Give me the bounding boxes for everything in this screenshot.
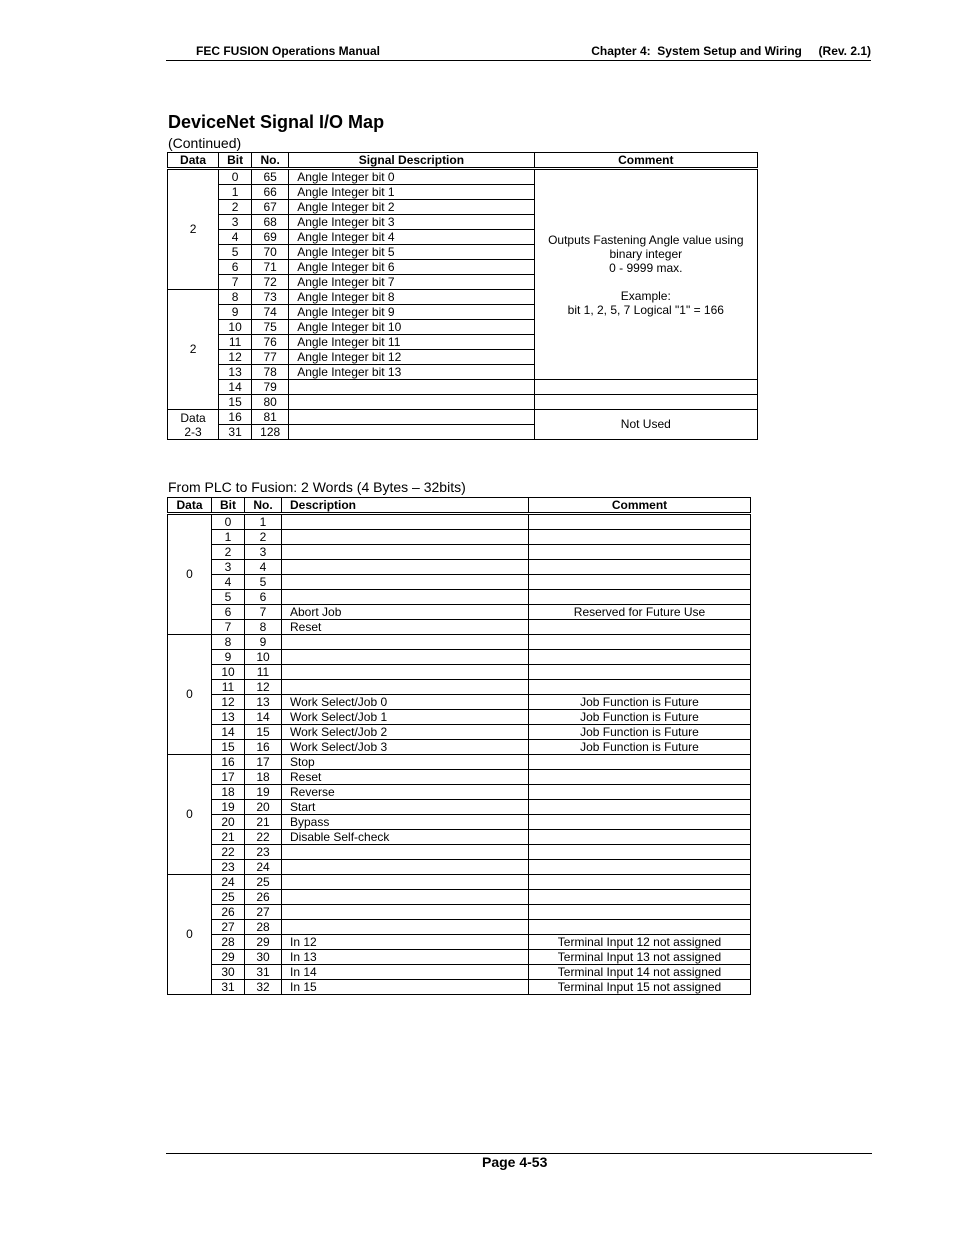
bit-cell: 2 <box>219 200 252 215</box>
comment-cell <box>529 755 751 770</box>
desc-cell: Angle Integer bit 12 <box>289 350 534 365</box>
no-cell: 69 <box>252 230 289 245</box>
comment-cell <box>529 545 751 560</box>
desc-cell <box>282 650 529 665</box>
bit-cell: 7 <box>219 275 252 290</box>
bit-cell: 16 <box>212 755 245 770</box>
no-cell: 71 <box>252 260 289 275</box>
no-cell: 25 <box>245 875 282 890</box>
bit-cell: 3 <box>219 215 252 230</box>
table-row <box>168 620 751 635</box>
comment-cell <box>529 635 751 650</box>
bit-cell: 27 <box>212 920 245 935</box>
bit-cell: 9 <box>219 305 252 320</box>
comment-cell: Job Function is Future <box>529 740 751 755</box>
comment-cell <box>529 875 751 890</box>
bit-cell: 13 <box>219 365 252 380</box>
table-row <box>168 650 751 665</box>
table-row <box>168 830 751 845</box>
signal-map-table-2 <box>167 497 751 995</box>
desc-cell <box>282 575 529 590</box>
col-no-header: No. <box>245 498 282 514</box>
desc-cell: Angle Integer bit 9 <box>289 305 534 320</box>
no-cell: 21 <box>245 815 282 830</box>
bit-cell: 15 <box>212 740 245 755</box>
desc-cell <box>282 905 529 920</box>
comment-cell <box>529 575 751 590</box>
table-row <box>168 980 751 995</box>
table-row <box>168 695 751 710</box>
table-row <box>168 710 751 725</box>
table-row <box>168 590 751 605</box>
col-desc-header: Description <box>282 498 529 514</box>
table-row <box>168 755 751 770</box>
desc-cell <box>282 665 529 680</box>
bit-cell: 21 <box>212 830 245 845</box>
table-row <box>168 785 751 800</box>
comment-cell: Job Function is Future <box>529 710 751 725</box>
comment-line <box>535 275 757 289</box>
angle-comment-cell <box>534 169 757 380</box>
table-row <box>168 665 751 680</box>
comment-cell <box>529 665 751 680</box>
table-row <box>168 875 751 890</box>
no-cell: 14 <box>245 710 282 725</box>
table-row <box>168 605 751 620</box>
table-row <box>168 380 758 395</box>
no-cell: 1 <box>245 514 282 530</box>
comment-cell <box>529 920 751 935</box>
no-cell: 6 <box>245 590 282 605</box>
table-row <box>168 560 751 575</box>
comment-cell <box>529 860 751 875</box>
table-row <box>168 770 751 785</box>
bit-cell: 0 <box>212 514 245 530</box>
desc-cell <box>282 514 529 530</box>
table-row <box>168 935 751 950</box>
desc-cell: Disable Self-check <box>282 830 529 845</box>
bit-cell: 2 <box>212 545 245 560</box>
no-cell: 66 <box>252 185 289 200</box>
table-row <box>168 514 751 530</box>
desc-cell <box>289 395 534 410</box>
table-row <box>168 860 751 875</box>
comment-cell <box>529 560 751 575</box>
desc-cell <box>289 425 534 440</box>
bit-cell: 10 <box>212 665 245 680</box>
comment-cell <box>529 815 751 830</box>
comment-cell: Terminal Input 14 not assigned <box>529 965 751 980</box>
desc-cell <box>289 380 534 395</box>
no-cell: 2 <box>245 530 282 545</box>
bit-cell: 22 <box>212 845 245 860</box>
bit-cell: 4 <box>212 575 245 590</box>
table-row <box>168 169 758 185</box>
bit-cell: 12 <box>219 350 252 365</box>
no-cell: 30 <box>245 950 282 965</box>
no-cell: 5 <box>245 575 282 590</box>
comment-cell <box>529 890 751 905</box>
comment-cell: Job Function is Future <box>529 725 751 740</box>
no-cell: 4 <box>245 560 282 575</box>
comment-cell: Terminal Input 13 not assigned <box>529 950 751 965</box>
col-bit-header: Bit <box>212 498 245 514</box>
no-cell: 18 <box>245 770 282 785</box>
desc-cell: Angle Integer bit 8 <box>289 290 534 305</box>
desc-cell: Stop <box>282 755 529 770</box>
bit-cell: 1 <box>219 185 252 200</box>
table-row <box>168 725 751 740</box>
no-cell: 29 <box>245 935 282 950</box>
no-cell: 15 <box>245 725 282 740</box>
table-row <box>168 815 751 830</box>
no-cell: 79 <box>252 380 289 395</box>
bit-cell: 18 <box>212 785 245 800</box>
bit-cell: 6 <box>219 260 252 275</box>
desc-cell <box>289 410 534 425</box>
no-cell: 65 <box>252 169 289 185</box>
no-cell: 20 <box>245 800 282 815</box>
desc-cell: Work Select/Job 3 <box>282 740 529 755</box>
bit-cell: 8 <box>212 635 245 650</box>
no-cell: 7 <box>245 605 282 620</box>
data-group-cell: 2 <box>168 169 219 290</box>
desc-cell: Angle Integer bit 6 <box>289 260 534 275</box>
comment-cell <box>529 530 751 545</box>
bit-cell: 28 <box>212 935 245 950</box>
desc-cell: Angle Integer bit 5 <box>289 245 534 260</box>
comment-cell <box>529 785 751 800</box>
col-comment-header: Comment <box>534 153 757 169</box>
table-row <box>168 575 751 590</box>
no-cell: 13 <box>245 695 282 710</box>
page-header <box>166 44 871 61</box>
desc-cell <box>282 530 529 545</box>
bit-cell: 8 <box>219 290 252 305</box>
col-bit-header: Bit <box>219 153 252 169</box>
bit-cell: 31 <box>212 980 245 995</box>
no-cell: 10 <box>245 650 282 665</box>
comment-cell <box>529 590 751 605</box>
desc-cell <box>282 590 529 605</box>
comment-cell <box>529 905 751 920</box>
data-group-label: 2-3 <box>184 424 202 439</box>
desc-cell: Bypass <box>282 815 529 830</box>
bit-cell: 10 <box>219 320 252 335</box>
no-cell: 67 <box>252 200 289 215</box>
no-cell: 8 <box>245 620 282 635</box>
no-cell: 28 <box>245 920 282 935</box>
bit-cell: 0 <box>219 169 252 185</box>
data-group-cell: 0 <box>168 635 212 755</box>
desc-cell: Angle Integer bit 3 <box>289 215 534 230</box>
desc-cell: In 13 <box>282 950 529 965</box>
no-cell: 27 <box>245 905 282 920</box>
continued-label: (Continued) <box>168 135 242 151</box>
desc-cell: Work Select/Job 2 <box>282 725 529 740</box>
desc-cell: Reverse <box>282 785 529 800</box>
data-group-cell: 0 <box>168 755 212 875</box>
no-cell: 12 <box>245 680 282 695</box>
bit-cell: 16 <box>219 410 252 425</box>
bit-cell: 11 <box>212 680 245 695</box>
chapter-title: Chapter 4: System Setup and Wiring (Rev. 2.1) <box>591 44 871 58</box>
desc-cell <box>282 545 529 560</box>
desc-cell: Angle Integer bit 7 <box>289 275 534 290</box>
bit-cell: 17 <box>212 770 245 785</box>
comment-line: 0 - 9999 max. <box>609 260 683 275</box>
no-cell: 26 <box>245 890 282 905</box>
desc-cell <box>282 845 529 860</box>
bit-cell: 25 <box>212 890 245 905</box>
bit-cell: 26 <box>212 905 245 920</box>
bit-cell: 11 <box>219 335 252 350</box>
data-group-cell <box>168 410 219 440</box>
desc-cell: Reset <box>282 620 529 635</box>
table-row <box>168 530 751 545</box>
comment-line: Outputs Fastening Angle value using <box>548 232 744 247</box>
comment-cell <box>534 380 757 395</box>
desc-cell: Angle Integer bit 4 <box>289 230 534 245</box>
desc-cell: Angle Integer bit 1 <box>289 185 534 200</box>
desc-cell: Work Select/Job 1 <box>282 710 529 725</box>
not-used-cell: Not Used <box>534 410 757 440</box>
table-row <box>168 800 751 815</box>
table-row <box>168 890 751 905</box>
bit-cell: 6 <box>212 605 245 620</box>
no-cell: 19 <box>245 785 282 800</box>
col-comment-header: Comment <box>529 498 751 514</box>
bit-cell: 24 <box>212 875 245 890</box>
bit-cell: 15 <box>219 395 252 410</box>
no-cell: 11 <box>245 665 282 680</box>
no-cell: 22 <box>245 830 282 845</box>
no-cell: 80 <box>252 395 289 410</box>
comment-cell <box>529 650 751 665</box>
comment-line: binary integer <box>609 246 683 261</box>
no-cell: 77 <box>252 350 289 365</box>
desc-cell <box>282 890 529 905</box>
comment-cell <box>534 395 757 410</box>
bit-cell: 5 <box>212 590 245 605</box>
bit-cell: 13 <box>212 710 245 725</box>
comment-cell <box>529 514 751 530</box>
col-no-header: No. <box>252 153 289 169</box>
no-cell: 73 <box>252 290 289 305</box>
table-row <box>168 740 751 755</box>
table-row <box>168 965 751 980</box>
no-cell: 3 <box>245 545 282 560</box>
comment-cell: Terminal Input 15 not assigned <box>529 980 751 995</box>
table-row <box>168 395 758 410</box>
desc-cell <box>282 560 529 575</box>
data-group-cell: 0 <box>168 514 212 635</box>
no-cell: 31 <box>245 965 282 980</box>
signal-map-table-1 <box>167 152 758 440</box>
desc-cell <box>282 680 529 695</box>
no-cell: 68 <box>252 215 289 230</box>
no-cell: 17 <box>245 755 282 770</box>
comment-cell: Terminal Input 12 not assigned <box>529 935 751 950</box>
desc-cell <box>282 875 529 890</box>
desc-cell: Start <box>282 800 529 815</box>
comment-line: bit 1, 2, 5, 7 Logical "1" = 166 <box>567 302 724 317</box>
desc-cell <box>282 920 529 935</box>
bit-cell: 7 <box>212 620 245 635</box>
no-cell: 23 <box>245 845 282 860</box>
bit-cell: 12 <box>212 695 245 710</box>
table-header-row <box>168 498 751 514</box>
no-cell: 75 <box>252 320 289 335</box>
comment-cell: Reserved for Future Use <box>529 605 751 620</box>
table-row <box>168 920 751 935</box>
bit-cell: 23 <box>212 860 245 875</box>
no-cell: 9 <box>245 635 282 650</box>
table-row <box>168 950 751 965</box>
table-row <box>168 635 751 650</box>
bit-cell: 5 <box>219 245 252 260</box>
no-cell: 81 <box>252 410 289 425</box>
col-desc-header: Signal Description <box>289 153 534 169</box>
desc-cell: Reset <box>282 770 529 785</box>
no-cell: 128 <box>252 425 289 440</box>
bit-cell: 9 <box>212 650 245 665</box>
no-cell: 70 <box>252 245 289 260</box>
desc-cell: In 14 <box>282 965 529 980</box>
no-cell: 78 <box>252 365 289 380</box>
comment-cell <box>529 770 751 785</box>
desc-cell: In 12 <box>282 935 529 950</box>
bit-cell: 29 <box>212 950 245 965</box>
comment-cell <box>529 800 751 815</box>
manual-title: FEC FUSION Operations Manual <box>196 44 381 58</box>
col-data-header: Data <box>168 498 212 514</box>
comment-line: Example: <box>620 288 671 303</box>
desc-cell: Work Select/Job 0 <box>282 695 529 710</box>
page-footer <box>166 1153 872 1170</box>
page-number: Page 4-53 <box>482 1154 548 1170</box>
desc-cell: In 15 <box>282 980 529 995</box>
desc-cell: Abort Job <box>282 605 529 620</box>
table-header-row <box>168 153 758 169</box>
bit-cell: 14 <box>219 380 252 395</box>
page-title: DeviceNet Signal I/O Map <box>168 112 385 132</box>
comment-cell <box>529 845 751 860</box>
no-cell: 32 <box>245 980 282 995</box>
section2-title: From PLC to Fusion: 2 Words (4 Bytes – 32bits) <box>168 479 466 495</box>
desc-cell: Angle Integer bit 11 <box>289 335 534 350</box>
desc-cell <box>282 635 529 650</box>
data-group-cell: 0 <box>168 875 212 995</box>
table-row <box>168 545 751 560</box>
data-group-label: Data <box>180 410 206 425</box>
comment-cell <box>529 680 751 695</box>
comment-cell <box>529 830 751 845</box>
col-data-header: Data <box>168 153 219 169</box>
no-cell: 24 <box>245 860 282 875</box>
desc-cell: Angle Integer bit 10 <box>289 320 534 335</box>
data-group-cell: 2 <box>168 290 219 410</box>
desc-cell: Angle Integer bit 2 <box>289 200 534 215</box>
bit-cell: 20 <box>212 815 245 830</box>
bit-cell: 1 <box>212 530 245 545</box>
bit-cell: 19 <box>212 800 245 815</box>
table-row <box>168 410 758 425</box>
desc-cell: Angle Integer bit 13 <box>289 365 534 380</box>
desc-cell: Angle Integer bit 0 <box>289 169 534 185</box>
no-cell: 74 <box>252 305 289 320</box>
bit-cell: 30 <box>212 965 245 980</box>
bit-cell: 14 <box>212 725 245 740</box>
no-cell: 76 <box>252 335 289 350</box>
no-cell: 72 <box>252 275 289 290</box>
comment-cell <box>529 620 751 635</box>
comment-cell: Job Function is Future <box>529 695 751 710</box>
table-row <box>168 680 751 695</box>
desc-cell <box>282 860 529 875</box>
bit-cell: 4 <box>219 230 252 245</box>
bit-cell: 31 <box>219 425 252 440</box>
table-row <box>168 845 751 860</box>
table-row <box>168 905 751 920</box>
no-cell: 16 <box>245 740 282 755</box>
bit-cell: 3 <box>212 560 245 575</box>
